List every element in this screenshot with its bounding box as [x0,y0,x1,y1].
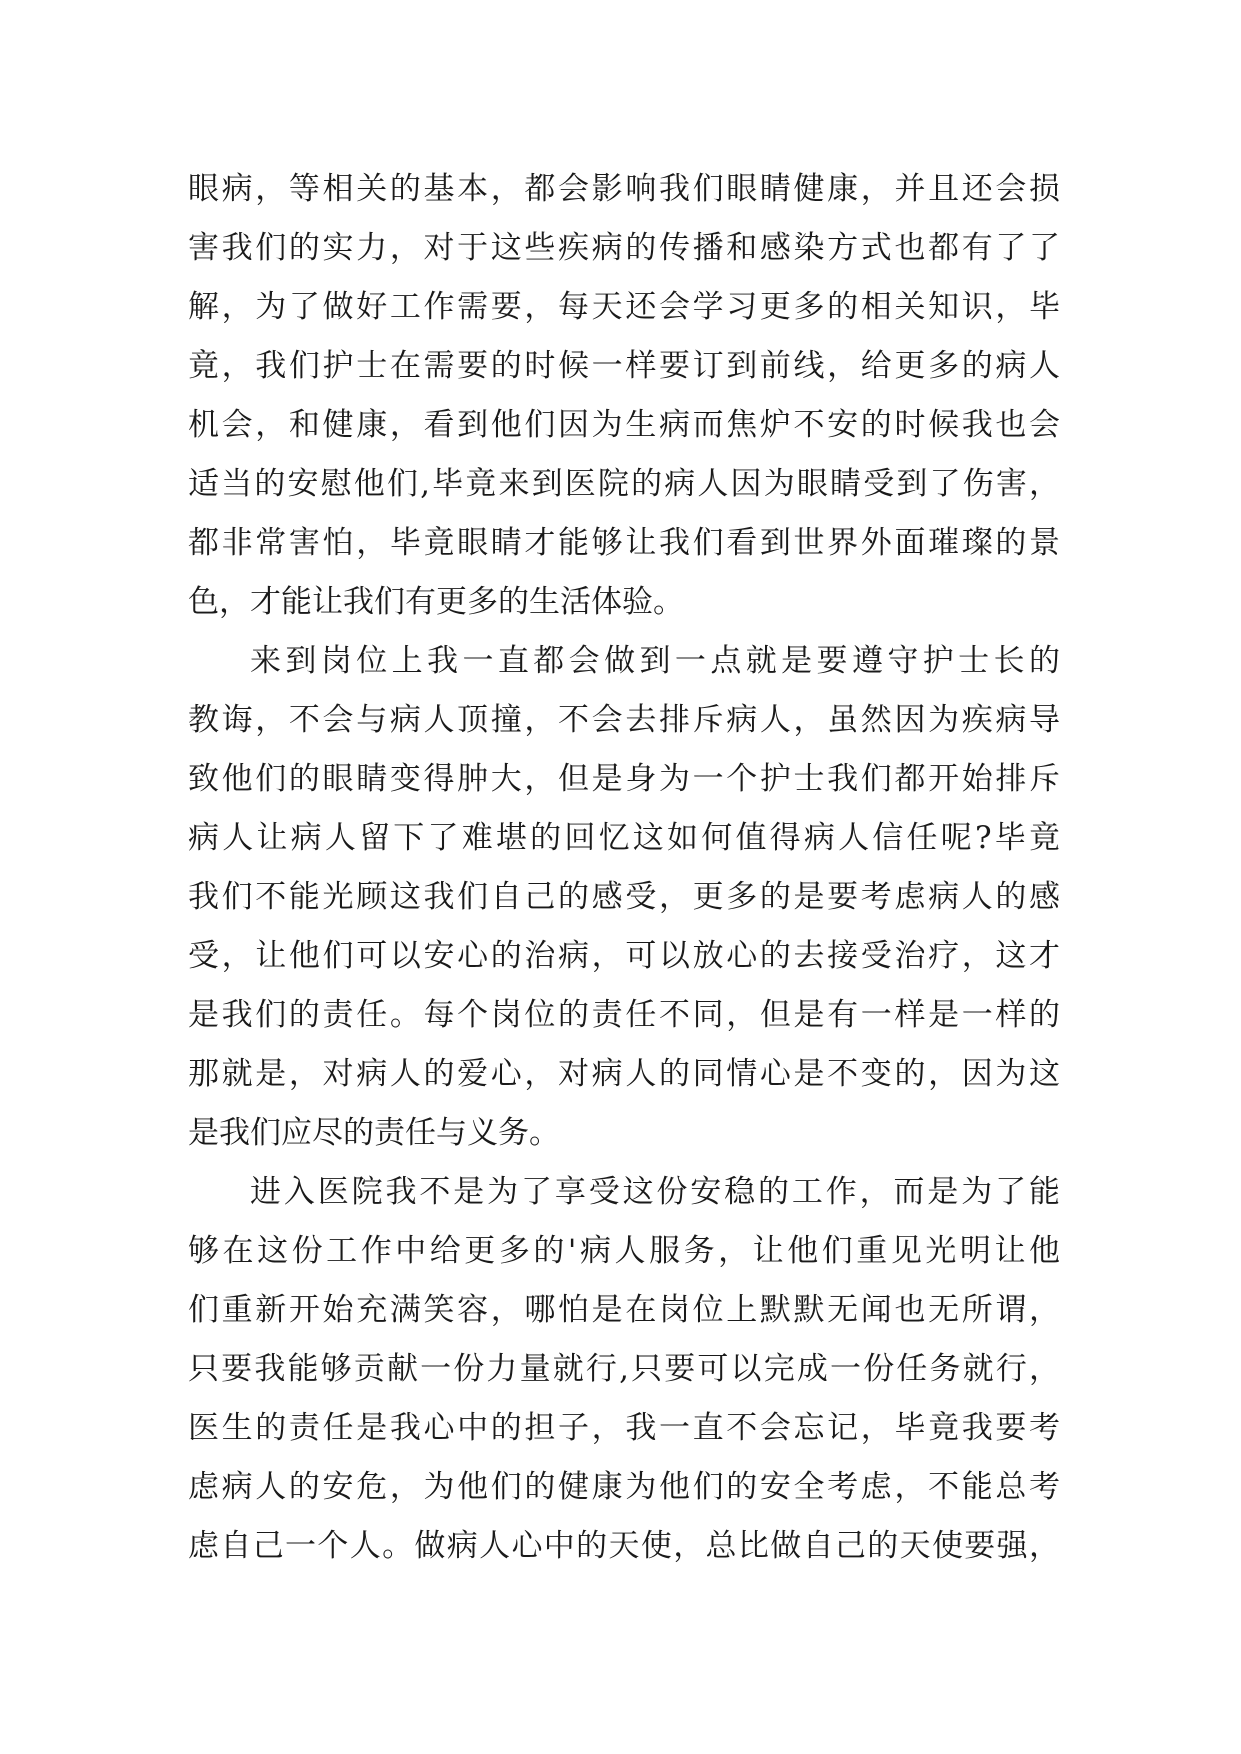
text-line: 教诲，不会与病人顶撞，不会去排斥病人，虽然因为疾病导 [188,702,1060,738]
text-line: 只要我能够贡献一份力量就行,只要可以完成一份任务就行， [188,1351,1060,1387]
text-line: 都非常害怕，毕竟眼睛才能够让我们看到世界外面璀璨的景 [188,525,1060,561]
body-text [188,160,1060,1576]
text-line: 色，才能让我们有更多的生活体验。 [188,584,684,620]
text-line: 致他们的眼睛变得肿大，但是身为一个护士我们都开始排斥 [188,761,1060,797]
text-line: 是我们应尽的责任与义务。 [188,1115,560,1151]
text-line: 病人让病人留下了难堪的回忆这如何值得病人信任呢?毕竟 [188,820,1060,856]
text-line: 们重新开始充满笑容，哪怕是在岗位上默默无闻也无所谓， [188,1292,1060,1328]
text-line: 眼病，等相关的基本，都会影响我们眼睛健康，并且还会损 [188,171,1060,207]
text-line: 害我们的实力，对于这些疾病的传播和感染方式也都有了了 [188,230,1060,266]
text-line: 医生的责任是我心中的担子，我一直不会忘记，毕竟我要考 [188,1410,1060,1446]
text-line: 解，为了做好工作需要，每天还会学习更多的相关知识，毕 [188,289,1060,325]
text-line: 那就是，对病人的爱心，对病人的同情心是不变的，因为这 [188,1056,1060,1092]
text-line: 竟，我们护士在需要的时候一样要订到前线，给更多的病人 [188,348,1060,384]
text-line: 虑病人的安危，为他们的健康为他们的安全考虑，不能总考 [188,1469,1060,1505]
paragraph-first-line: 进入医院我不是为了享受这份安稳的工作，而是为了能 [250,1174,1060,1210]
text-line: 适当的安慰他们,毕竟来到医院的病人因为眼睛受到了伤害， [188,466,1060,502]
text-line: 虑自己一个人。做病人心中的天使，总比做自己的天使要强， [188,1528,1060,1564]
text-line: 我们不能光顾这我们自己的感受，更多的是要考虑病人的感 [188,879,1060,915]
text-line: 受，让他们可以安心的治病，可以放心的去接受治疗，这才 [188,938,1060,974]
paragraph-first-line: 来到岗位上我一直都会做到一点就是要遵守护士长的 [250,643,1060,679]
text-line: 是我们的责任。每个岗位的责任不同，但是有一样是一样的 [188,997,1060,1033]
text-line: 够在这份工作中给更多的'病人服务，让他们重见光明让他 [188,1233,1060,1269]
text-line: 机会，和健康，看到他们因为生病而焦炉不安的时候我也会 [188,407,1060,443]
